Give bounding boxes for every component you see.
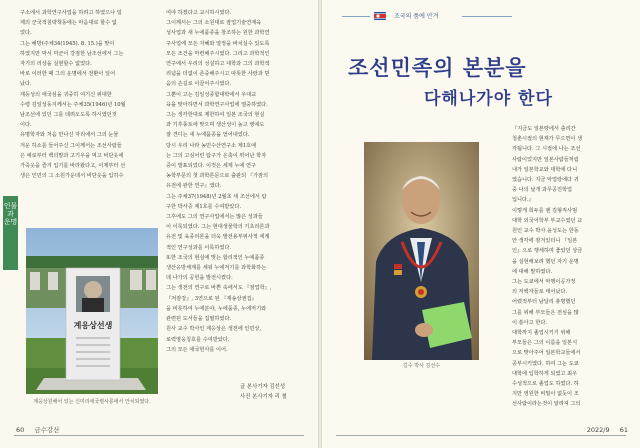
body-line: 이 쏟아고 한다. (512, 319, 548, 326)
body-line: 청춘시절의 현재가 무으면이 생 (512, 136, 583, 143)
body-line: 구한 박사증 제1호를 수여받았다. (166, 203, 242, 210)
body-line: 그는 생전의 연구로 바쁜 속에서도 『잠업학』, (166, 285, 272, 292)
body-line: 대학 외국어학부 부교수였던 교 (512, 217, 583, 224)
body-line: 대학까지 졸업시키기 위해 (512, 330, 571, 337)
body-line: 그는 주체37(1948)년 2월초 세 조선에서 탐 (166, 193, 267, 200)
section-side-tab (3, 196, 18, 270)
body-line: 사람이었지만 일본사람들처럼 (512, 156, 579, 163)
body-line: 였습니다. 지금 악업랑에다 귀 (512, 177, 579, 184)
flag-icon (374, 12, 386, 20)
body-line: 유전 및 육종리론을 더욱 발전용부위사적 세계 (166, 234, 270, 241)
footer-left (16, 425, 59, 434)
right-column (512, 124, 630, 410)
body-line: 『지금도 일본땅에서 출리간 (512, 126, 576, 132)
page-number-left: 60 (16, 426, 25, 434)
section-label: 조국의 품에 안겨 (394, 13, 439, 20)
body-line: 성사업과 새 누에품종을 창조하는 원한 과학연 (166, 30, 270, 37)
body-line: 구사업에 모든 지혜와 열정을 바치실수 있도록 (166, 40, 270, 47)
body-line: 대학에 입학하게 되였고 최우 (512, 370, 578, 377)
body-line: 안 생각에 잠겨있더니 『일본 (512, 238, 578, 245)
body-line: 는 그의 고심어린 탐구가 온축이 뛰어난 학자 (166, 152, 267, 159)
body-line: 원인 교수 박사 윤성도는 한동 (512, 228, 579, 235)
body-line: 이렇게 희두를 뗀 김형직사범 (512, 207, 578, 214)
gravestone-photo (26, 228, 158, 394)
body-line: 관련된 도서들을 집필하였다. (166, 316, 232, 323)
body-line: 음의 손길로 이끌어주시였다. (166, 81, 232, 88)
section-banner (342, 10, 512, 22)
page-number-right: 61 (619, 426, 628, 434)
body-line: 가죽옷을 즐겨 입기를 바라왔다고, 이제부터 선 (20, 163, 126, 170)
left-column-1 (20, 8, 158, 181)
body-line: 당시 우리 나라 농민수산연구소 제1호에 (166, 142, 257, 149)
body-line: 남조선에 있던 그를 데려오도록 하시였던것 (20, 112, 117, 119)
body-line: 모든 조건을 마련해주시였다. 그리고 과학적인 (166, 50, 270, 57)
body-line: 제의 군국적침략책동에는 마음대로 할수 없 (20, 20, 117, 27)
body-line: 선사람이라는것이 알려져 그의 (512, 401, 581, 408)
gravestone-caption: 계응상원해어 있는 신미리애국렬사릉에서 안치되였다. (33, 399, 151, 405)
left-column-2 (166, 8, 306, 355)
body-line: 여야 하겠다고 교시하시였다. (166, 10, 232, 16)
body-line: 중 나의 날개 과무공진학업 (512, 187, 573, 194)
body-line: 유전에 관한 연구』였다. (166, 183, 222, 190)
body-line: 났다. (20, 81, 32, 88)
body-line: 그뿐이 고는 김일성종합대학에서 우대교 (166, 91, 257, 98)
body-line: 내가 일본학교와 대학에 다니 (512, 166, 578, 173)
body-line: 농학부문의 첫 과학론문으로 출판되 『가잠의 (166, 173, 268, 180)
body-line: 육을 맞아하면서 과학연구사업에 열중하였다. (166, 101, 268, 108)
body-line: 하였지만 막서 미군이 강점한 남조선에서 그는 (20, 50, 124, 57)
body-line: 그는 해방(주체34(1945). 8. 15.)을 맞이 (20, 40, 115, 47)
byline-writer: 글 본사기자 김선성 (240, 384, 286, 390)
body-line: 인』으로 행세하며 좋았던 상금 (512, 248, 583, 255)
body-line: 유명학자와 처음 만나신 자리에서 그의 눈물 (20, 132, 119, 139)
body-line: 겨운 하소를 들어주신 그이께서는 조선사람들 (20, 142, 122, 149)
side-tab-label: 인물과 운명 (3, 202, 18, 226)
issue-date: 2022/9 (586, 426, 610, 434)
footer-rule-right (336, 435, 626, 436)
body-line: 이 이룩되였다. 그는 현대생물학의 기초리론과 (166, 224, 270, 231)
body-line: 적인 연구성과를 이룩하였다. (166, 244, 232, 251)
magazine-title: 금수강산 (34, 426, 60, 434)
body-line: 그는 도쿄에서 악행이공가정 (512, 279, 576, 286)
body-line: 생산응방체계를 세워 누에저기를 과학화하는 (166, 265, 267, 272)
body-line: 로력영웅칭호를 수여받았다. (166, 336, 230, 343)
body-line: 어렸적부터 남달리 총명했던 (512, 299, 576, 306)
body-line: 바로 이러한 때 그의 운명에서 전환이 일어 (20, 71, 116, 78)
headline-line-2: 다해나가야 한다 (424, 89, 553, 109)
body-line: 을 비롯하여 누에분야, 누에품종, 누에저기와 (166, 305, 267, 312)
body-line: 『저잠강』, 3연으로 된 『재송상권집』 (166, 295, 257, 302)
body-line: 증이 발표되었다. 이것은 세계 누에 연구 (166, 163, 257, 170)
body-line: 공부시키였다. 하여 그는 도쿄 (512, 360, 579, 367)
body-line: 그의 모든 애국헌사를 이어. (166, 346, 228, 353)
body-line: 그를 위해 부모들은 전심을 많 (512, 309, 579, 316)
body-line: 었다. (20, 30, 32, 37)
body-line: 과 기후풍토에 맞으며 생산성이 높고 병에도 (166, 122, 265, 129)
body-line: 으로 맞아주어 일본학교들에서 (512, 350, 581, 357)
gravestone-name: 계응상선생 (73, 321, 113, 330)
body-line: 수성적으로 졸업도 하였다. 하 (512, 381, 579, 388)
body-line: 입니다.』 (512, 197, 534, 204)
body-line: 구소에서 과학연구사업을 하려고 하였으나 일 (20, 10, 122, 16)
body-line: 리념을 더없이 존중해주시고 따뜻한 사랑과 믿 (166, 71, 270, 78)
body-line: 을 실현해보려 했던 자기 운명 (512, 258, 579, 265)
footer-right (587, 426, 628, 434)
portrait-photo (364, 142, 479, 360)
body-line: 에 대해 말하였다. (512, 268, 553, 275)
body-line: 그는 생각한대로 제한하여 일본 조국의 현실 (166, 112, 265, 119)
body-line: 의 저백자들로 태어났다. (512, 289, 568, 296)
body-line: 은 예로부터 백의말과 고기우을 먹고 비단옷에 (20, 152, 124, 159)
body-line: 그후에도 그의 연구사업에서는 많은 성과들 (166, 214, 263, 221)
portrait-caption: 길수 박사 김선수 (403, 363, 440, 369)
body-line: 연구에서 우리의 성실하고 대학과 그의 과학적 (166, 61, 270, 68)
body-line: 또한 조국의 현실에 맞는 합리적인 누에품종 (166, 254, 265, 261)
body-line: 수령 김일성동지께서는 주체35(1946)년 10월 (20, 101, 126, 108)
body-line: 이다. (20, 122, 32, 129)
byline-photographer: 사진 본사기자 리 철 (240, 394, 287, 400)
body-line: 생은 인민의 그 소원가운데서 비단옷을 입히수 (20, 173, 124, 180)
body-line: 잘 견디는 새 누에품종을 얻어내었다. (166, 132, 250, 139)
body-line: 재등성의 애국심을 귀중히 여기신 위대한 (20, 91, 112, 98)
headline-line-1: 조선민족의 본분을 (348, 56, 527, 80)
body-line: 자기의 리상을 실현할수 없었다. (20, 61, 92, 68)
right-page (322, 0, 640, 448)
body-line: 부모들은 그의 이름을 일본식 (512, 340, 578, 347)
byline (240, 382, 287, 402)
left-page (0, 0, 318, 448)
body-line: 지만 영원한 비밀이 없듯이 조 (512, 391, 579, 398)
footer-rule (14, 435, 304, 436)
body-line: 그이께서는 그의 소원대로 잠업기술연계육 (166, 20, 262, 27)
body-line: 각됩니다. 그 시절에 나는 조선 (512, 146, 581, 153)
body-line: 데 나가의 공헌을 발전시켰다. (166, 275, 233, 282)
body-line: 원사 교수 박사인 계응상은 생전에 인민상, (166, 326, 262, 333)
